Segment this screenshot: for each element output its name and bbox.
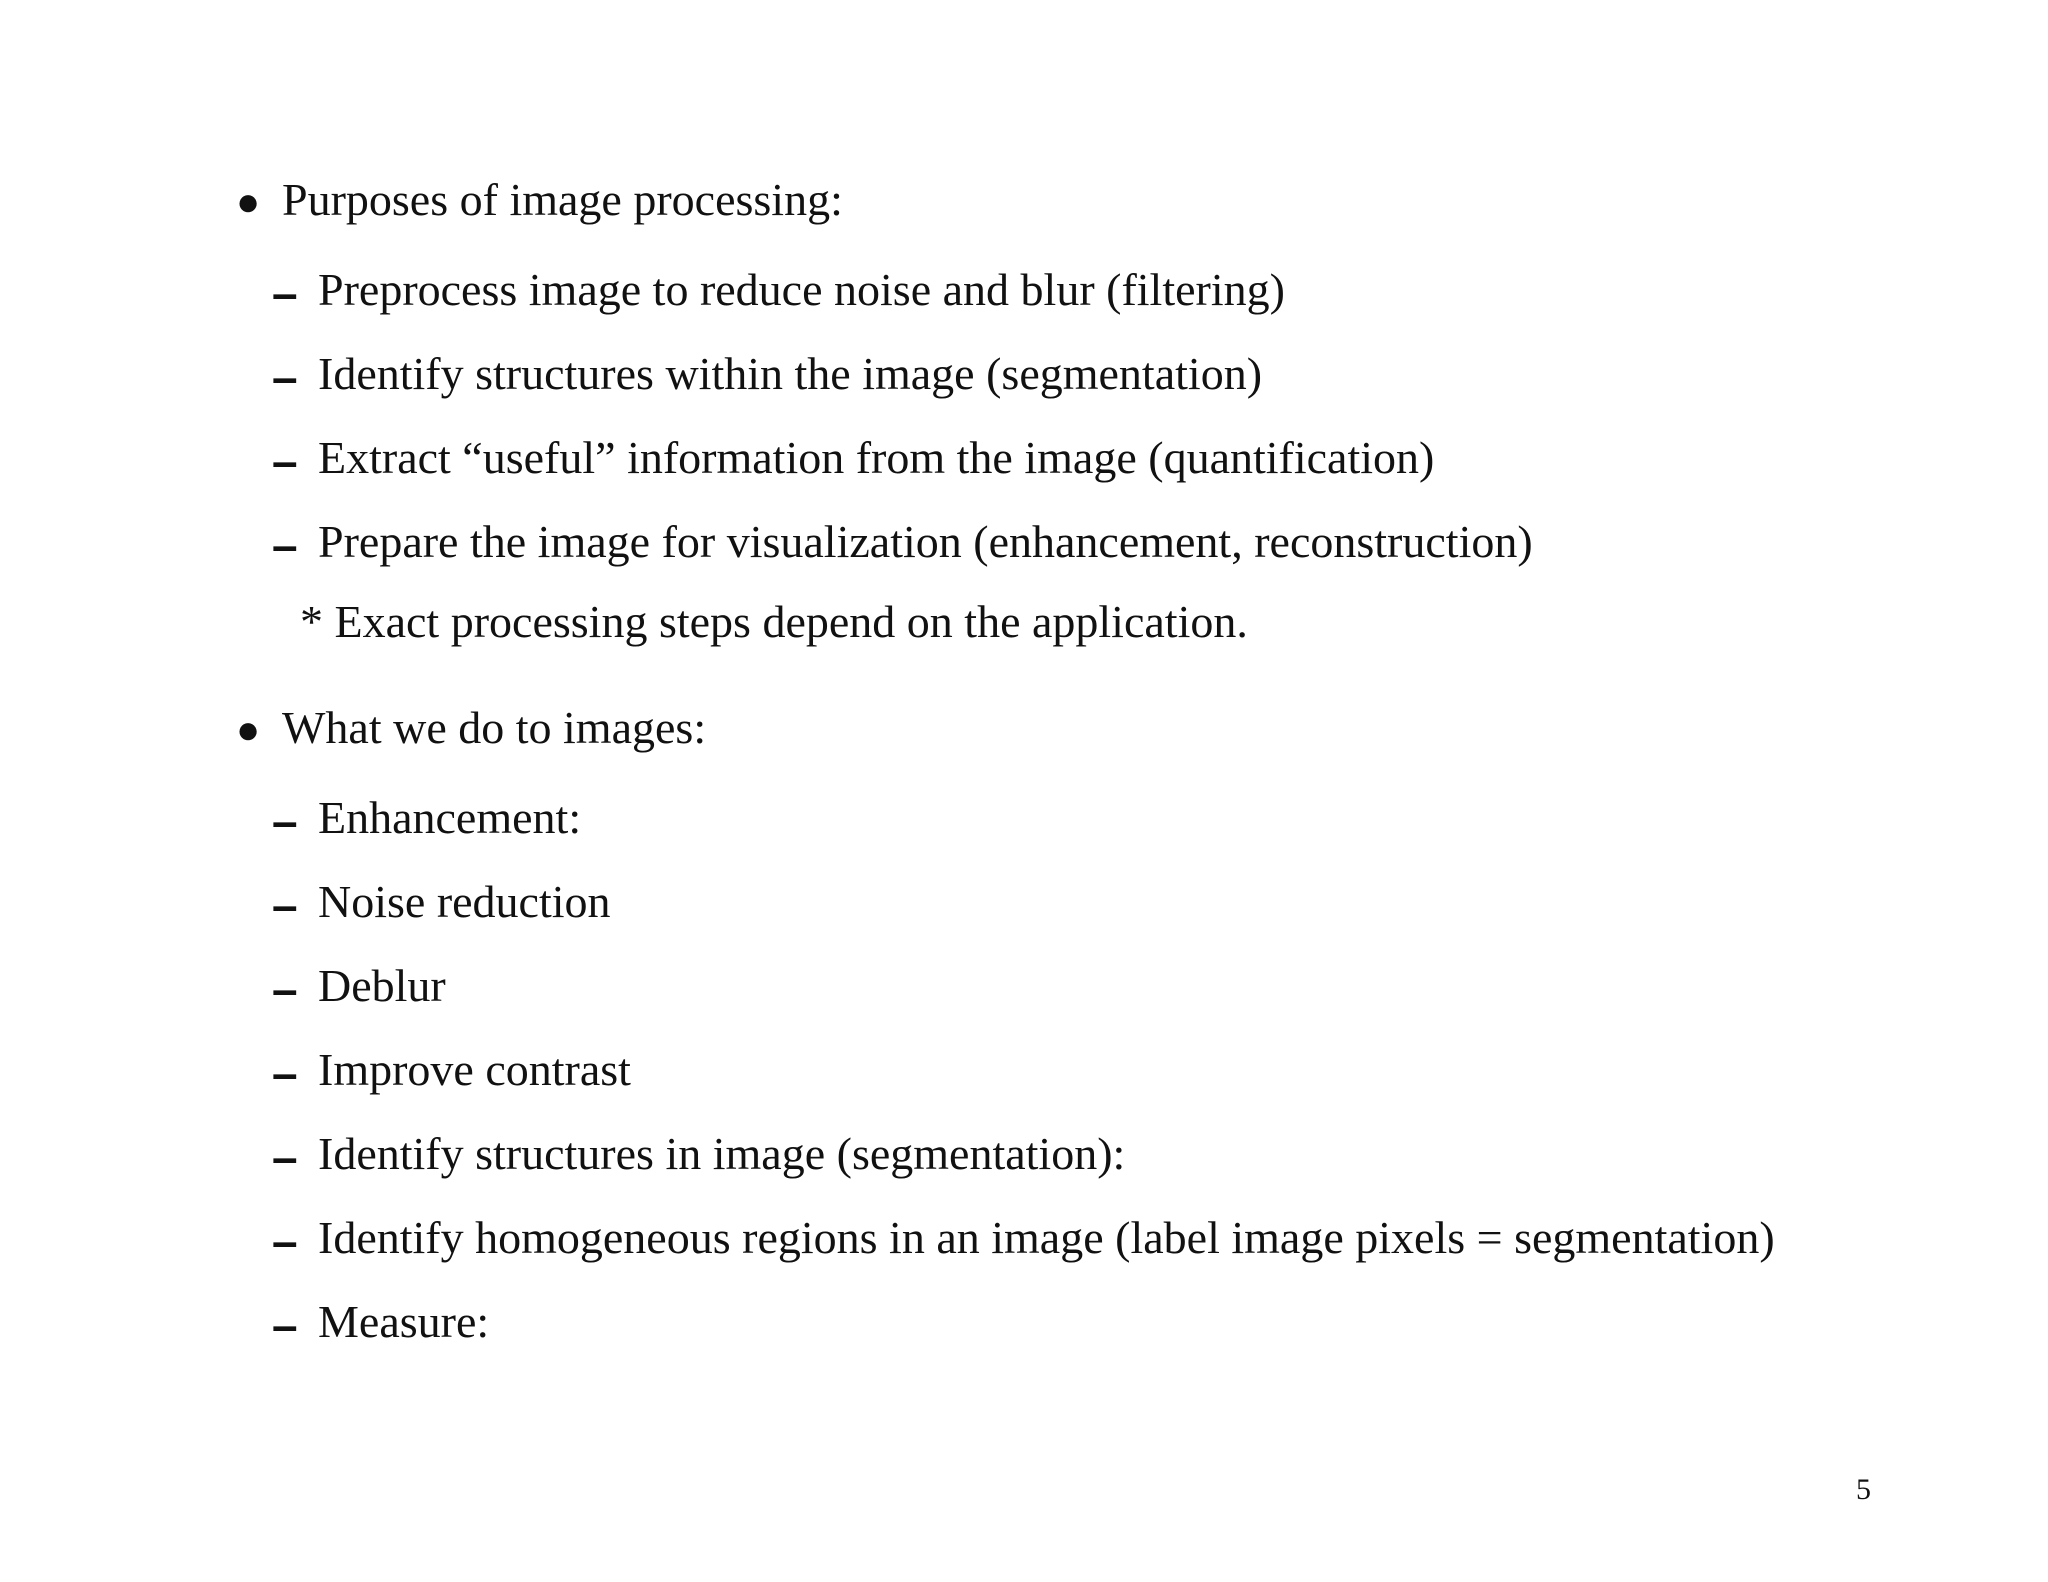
- list-item: Improve contrast: [318, 1044, 631, 1095]
- dash-icon: –: [272, 519, 298, 571]
- dash-icon: –: [272, 435, 298, 487]
- bullet-icon: ●: [236, 179, 261, 224]
- section-heading: What we do to images:: [282, 702, 707, 753]
- list-item: Identify homogeneous regions in an image (label image pixels = segmentation): [318, 1212, 1775, 1263]
- dash-icon: –: [272, 963, 298, 1015]
- bullet-icon: ●: [236, 707, 261, 752]
- list-item: Identify structures within the image (segmentation): [318, 348, 1263, 399]
- dash-icon: –: [272, 267, 298, 319]
- dash-icon: –: [272, 795, 298, 847]
- list-item: Identify structures in image (segmentation):: [318, 1128, 1126, 1179]
- list-item: Extract “useful” information from the image (quantification): [318, 432, 1435, 483]
- list-item: Enhancement:: [318, 792, 582, 843]
- note: * Exact processing steps depend on the application.: [300, 596, 1248, 647]
- list-item: Preprocess image to reduce noise and blur (filtering): [318, 264, 1285, 315]
- dash-icon: –: [272, 1215, 298, 1267]
- dash-icon: –: [272, 879, 298, 931]
- page-number: 5: [1856, 1473, 1871, 1506]
- dash-icon: –: [272, 1047, 298, 1099]
- section-heading: Purposes of image processing:: [282, 174, 843, 225]
- list-item: Prepare the image for visualization (enhancement, reconstruction): [318, 516, 1533, 567]
- dash-icon: –: [272, 351, 298, 403]
- dash-icon: –: [272, 1299, 298, 1351]
- dash-icon: –: [272, 1131, 298, 1183]
- list-item: Noise reduction: [318, 876, 611, 927]
- list-item: Measure:: [318, 1296, 490, 1347]
- list-item: Deblur: [318, 960, 446, 1011]
